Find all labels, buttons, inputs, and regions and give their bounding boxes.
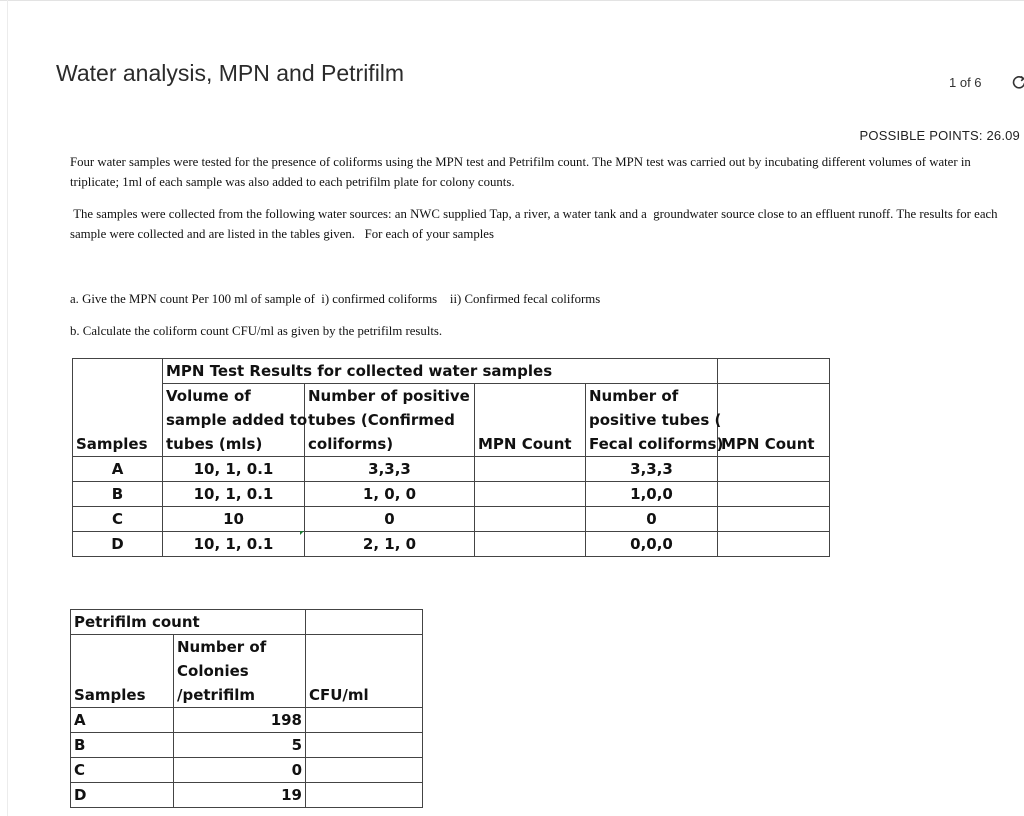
- header-samples: Samples: [71, 683, 174, 708]
- header-mpn-count: MPN Count: [475, 432, 586, 457]
- header-positive-1: Number of positive: [305, 384, 475, 409]
- cfu-cell[interactable]: [306, 708, 423, 733]
- page-counter: 1 of 6: [949, 75, 982, 90]
- table-cell: [718, 408, 830, 432]
- volume-cell: 10, 1, 0.1: [163, 482, 305, 507]
- table-cell: [306, 635, 423, 660]
- mpn-header-row-1: [73, 384, 830, 409]
- mpn-count-cell[interactable]: [475, 457, 586, 482]
- header-positive-3: coliforms): [305, 432, 475, 457]
- table-row: [71, 708, 423, 733]
- sample-id: B: [71, 733, 174, 758]
- header-volume-3: tubes (mls): [163, 432, 305, 457]
- cfu-cell[interactable]: [306, 733, 423, 758]
- header-positive-2: tubes (Confirmed: [305, 408, 475, 432]
- mpn-count-cell[interactable]: [475, 507, 586, 532]
- header-colonies-1: Number of: [174, 635, 306, 660]
- positive-cell: 2, 1, 0: [305, 532, 475, 557]
- header-fecal-2: positive tubes (: [586, 408, 718, 432]
- mpn-table-title: MPN Test Results for collected water samples: [163, 359, 718, 384]
- sample-id: C: [71, 758, 174, 783]
- table-cell: [73, 408, 163, 432]
- fecal-cell: 0,0,0: [586, 532, 718, 557]
- refresh-icon[interactable]: [1012, 74, 1024, 90]
- mpn-title-row: [73, 359, 830, 384]
- cell-comment-marker: [300, 531, 304, 535]
- mpn-header-row-2: [73, 408, 830, 432]
- page-title: Water analysis, MPN and Petrifilm: [56, 60, 405, 86]
- petri-header-row-2: [71, 659, 423, 683]
- table-row: [73, 507, 830, 532]
- table-row: [71, 758, 423, 783]
- table-cell: [71, 659, 174, 683]
- table-row: [73, 457, 830, 482]
- mpn-count-2-cell[interactable]: [718, 507, 830, 532]
- header-samples: Samples: [73, 432, 163, 457]
- table-cell: [73, 359, 163, 384]
- cfu-cell[interactable]: [306, 758, 423, 783]
- intro-paragraph-1: Four water samples were tested for the presence of coliforms using the MPN test and Petrifilm count. The MPN test was carried out by incubating different volumes of water in triplicate; 1ml of each sample was also added to each petrifilm plate for colony counts.: [70, 155, 971, 189]
- fecal-cell: 1,0,0: [586, 482, 718, 507]
- positive-cell: 0: [305, 507, 475, 532]
- question-b: b. Calculate the coliform count CFU/ml as given by the petrifilm results.: [70, 324, 443, 338]
- mpn-count-cell[interactable]: [475, 532, 586, 557]
- top-divider: [0, 0, 1024, 1]
- table-cell: [73, 384, 163, 409]
- intro-paragraph-2: The samples were collected from the following water sources: an NWC supplied Tap, a river, a water tank and a groundwater source close to an effluent runoff. The results for each sample were collected and are listed in the tables given. For each of your samples: [70, 207, 1001, 241]
- mpn-header-row-3: [73, 432, 830, 457]
- volume-cell: 10, 1, 0.1: [163, 457, 305, 482]
- question-a: a. Give the MPN count Per 100 ml of sample of i) confirmed coliforms ii) Confirmed fecal coliforms: [70, 292, 601, 306]
- colonies-cell: 0: [174, 758, 306, 783]
- sample-id: B: [73, 482, 163, 507]
- possible-points: POSSIBLE POINTS: 26.09: [859, 128, 1020, 143]
- table-row: [71, 783, 423, 808]
- table-cell: [475, 384, 586, 409]
- table-cell: [306, 610, 423, 635]
- table-cell: [306, 659, 423, 683]
- table-row: [73, 482, 830, 507]
- volume-cell: 10, 1, 0.1: [163, 532, 305, 557]
- mpn-count-2-cell[interactable]: [718, 532, 830, 557]
- header-mpn-count-2: MPN Count: [718, 432, 830, 457]
- mpn-count-cell[interactable]: [475, 482, 586, 507]
- header-cfu: CFU/ml: [306, 683, 423, 708]
- sample-id: A: [73, 457, 163, 482]
- table-cell: [71, 635, 174, 660]
- sample-id: D: [73, 532, 163, 557]
- table-row: [73, 532, 830, 557]
- header-volume-2: sample added to: [163, 408, 305, 432]
- petri-title-row: [71, 610, 423, 635]
- cfu-cell[interactable]: [306, 783, 423, 808]
- table-cell: [475, 408, 586, 432]
- petri-header-row-3: [71, 683, 423, 708]
- sample-id: A: [71, 708, 174, 733]
- header-fecal-3: Fecal coliforms): [586, 432, 718, 457]
- colonies-cell: 19: [174, 783, 306, 808]
- sample-id: C: [73, 507, 163, 532]
- header-fecal-1: Number of: [586, 384, 718, 409]
- table-cell: [718, 359, 830, 384]
- colonies-cell: 5: [174, 733, 306, 758]
- sample-id: D: [71, 783, 174, 808]
- fecal-cell: 0: [586, 507, 718, 532]
- petrifilm-count-table: [70, 609, 423, 808]
- colonies-cell: 198: [174, 708, 306, 733]
- petri-header-row-1: [71, 635, 423, 660]
- positive-cell: 1, 0, 0: [305, 482, 475, 507]
- header-volume-1: Volume of: [163, 384, 305, 409]
- header-colonies-2: Colonies: [174, 659, 306, 683]
- mpn-count-2-cell[interactable]: [718, 457, 830, 482]
- table-row: [71, 733, 423, 758]
- petri-table-title: Petrifilm count: [71, 610, 306, 635]
- volume-cell: 10: [163, 507, 305, 532]
- mpn-count-2-cell[interactable]: [718, 482, 830, 507]
- table-cell: [718, 384, 830, 409]
- header-colonies-3: /petrifilm: [174, 683, 306, 708]
- fecal-cell: 3,3,3: [586, 457, 718, 482]
- mpn-results-table: [72, 358, 830, 557]
- positive-cell: 3,3,3: [305, 457, 475, 482]
- left-divider: [7, 0, 8, 816]
